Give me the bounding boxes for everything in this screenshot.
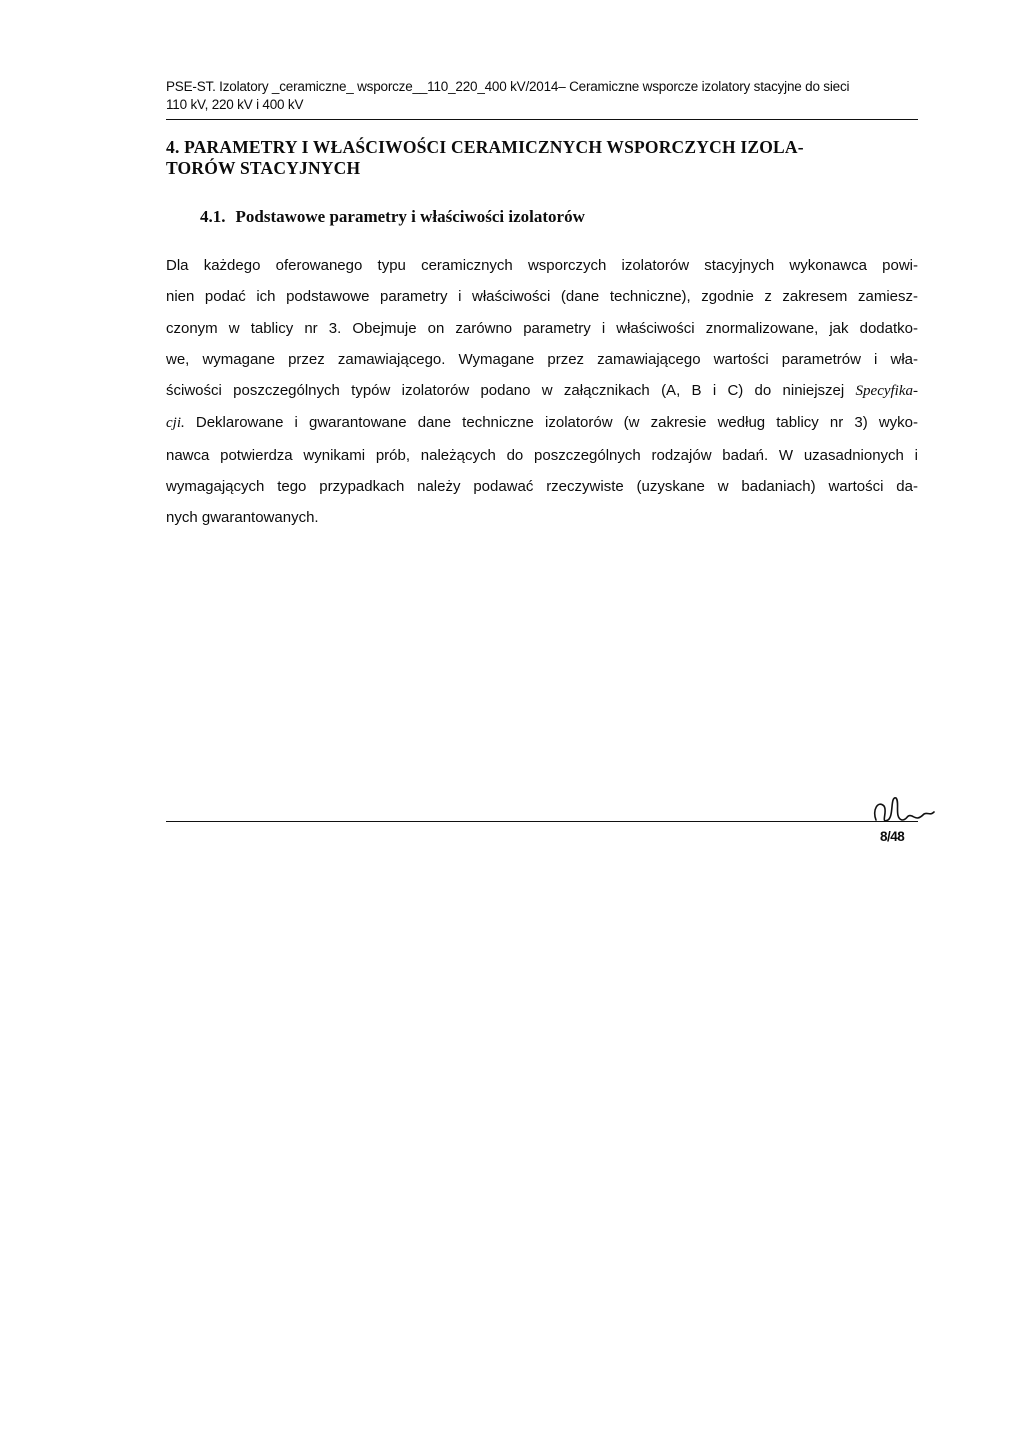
subsection-heading: Podstawowe parametry i właściwości izolatorów — [235, 207, 585, 226]
body-line-text: ściwości poszczególnych typów izolatorów podano w załącznikach (A, B i C) do niniejszej — [166, 382, 845, 400]
subsection-title — [200, 206, 900, 227]
section-title-line-2: TORÓW STACYJNYCH — [166, 158, 361, 178]
body-line: wymagających tego przypadkach należy podawać rzeczywiste (uzyskane w badaniach) wartości da- — [166, 478, 918, 496]
italic-term: Specyfika- — [855, 383, 918, 400]
body-line: Dla każdego oferowanego typu ceramicznych wsporczych izolatorów stacyjnych wykonawca powi- — [166, 257, 918, 274]
body-line: nawca potwierdza wynikami prób, należących do poszczególnych rodzajów badań. W uzasadnionych i — [166, 446, 918, 464]
body-line: we, wymagane przez zamawiającego. Wymagane przez zamawiającego wartości parametrów i wła- — [166, 350, 918, 368]
italic-term-end: cji. — [166, 415, 185, 432]
body-line: nien podać ich podstawowe parametry i właściwości (dane techniczne), zgodnie z zakresem zamiesz- — [166, 288, 918, 306]
footer-divider — [166, 821, 918, 822]
page-number: 8/48 — [880, 829, 905, 844]
body-line: czonym w tablicy nr 3. Obejmuje on zarówno parametry i właściwości znormalizowane, jak dodatko- — [166, 319, 918, 337]
section-title-line-1: 4. PARAMETRY I WŁAŚCIWOŚCI CERAMICZNYCH WSPORCZYCH IZOLA- — [166, 137, 804, 157]
body-line-text: Deklarowane i gwarantowane dane techniczne izolatorów (w zakresie według tablicy nr 3) wyko- — [184, 414, 918, 432]
page-header — [166, 78, 918, 114]
body-paragraph — [166, 250, 918, 534]
header-divider — [166, 119, 918, 120]
body-line-with-italic — [166, 375, 918, 407]
body-line-with-italic — [166, 407, 918, 439]
subsection-number: 4.1. — [200, 207, 226, 226]
section-title — [166, 137, 896, 179]
header-line-1: PSE-ST. Izolatory _ceramiczne_ wsporcze__110_220_400 kV/2014– Ceramiczne wsporcze izolatory stacyjne do sieci — [166, 79, 850, 94]
header-line-2: 110 kV, 220 kV i 400 kV — [166, 97, 304, 112]
signature-mark — [868, 790, 948, 830]
body-line: nych gwarantowanych. — [166, 509, 319, 527]
